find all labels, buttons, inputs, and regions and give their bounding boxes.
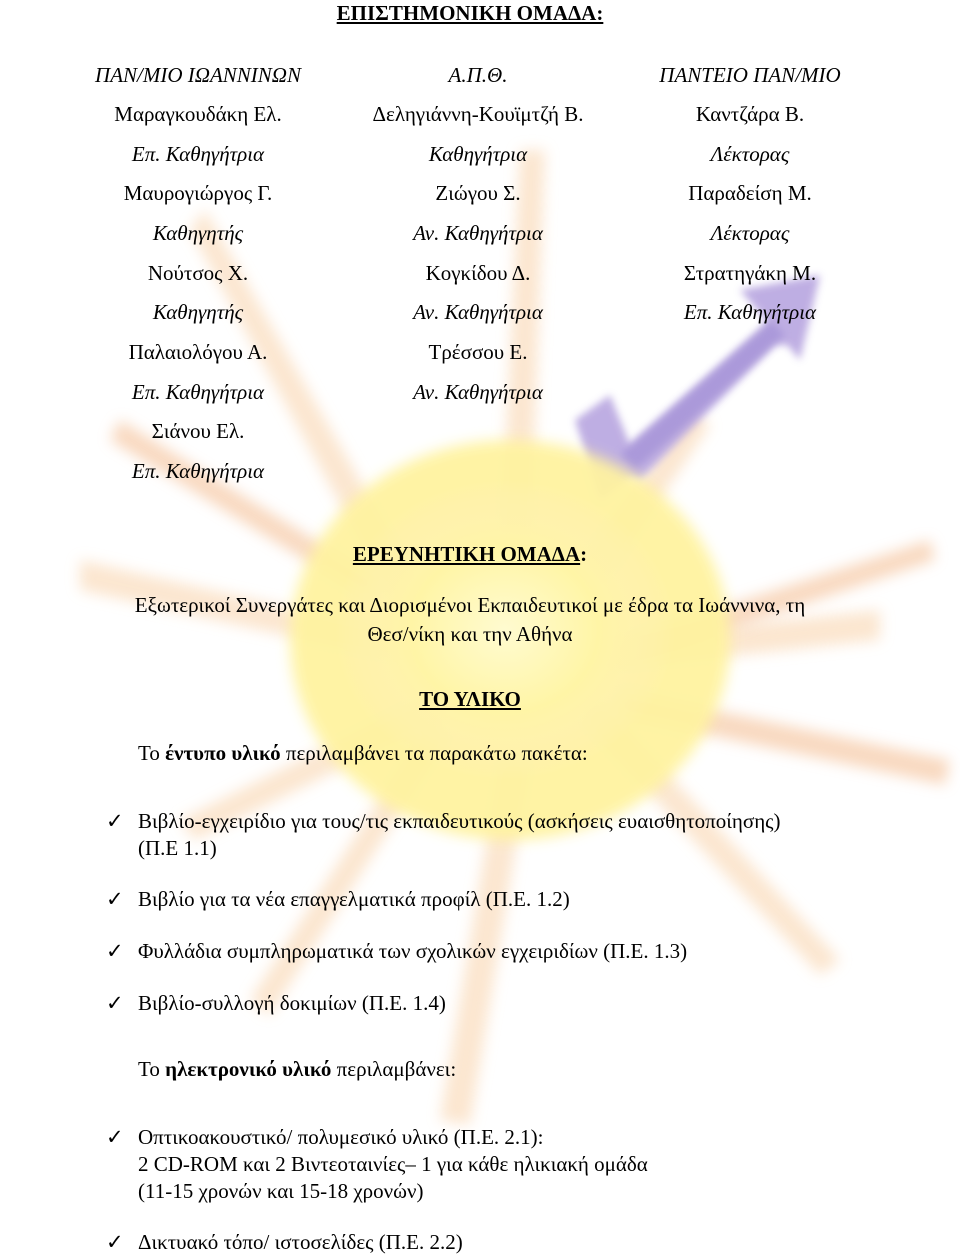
column-header-panteio: ΠΑΝΤΕΙΟ ΠΑΝ/ΜΙΟ <box>659 63 841 87</box>
electronic-item-2: Δικτυακό τόπο/ ιστοσελίδες (Π.Ε. 2.2) <box>138 1230 463 1254</box>
member-name: Μαυρογιώργος Γ. <box>123 181 273 205</box>
printed-item-4: Βιβλίο-συλλογή δοκιμίων (Π.Ε. 1.4) <box>138 991 446 1015</box>
material-heading: ΤΟ ΥΛΙΚΟ <box>419 687 521 711</box>
member-title: Λέκτορας <box>710 221 790 245</box>
member-title: Καθηγητής <box>152 300 244 324</box>
member-title: Καθηγήτρια <box>428 142 528 166</box>
member-title: Αν. Καθηγήτρια <box>413 221 543 245</box>
electronic-item-1-line1: Οπτικοακουστικό/ πολυμεσικό υλικό (Π.Ε. 2.1): <box>138 1125 544 1149</box>
member-name: Μαραγκουδάκη Ελ. <box>114 102 282 126</box>
member-name: Παραδείση Μ. <box>688 181 812 205</box>
member-title: Καθηγητής <box>152 221 244 245</box>
electronic-item-1-line3: (11-15 χρονών και 15-18 χρονών) <box>138 1179 424 1203</box>
member-title: Αν. Καθηγήτρια <box>413 380 543 404</box>
printed-intro-suffix: περιλαμβάνει τα παρακάτω πακέτα: <box>280 741 588 765</box>
member-name: Καντζάρα Β. <box>695 102 805 126</box>
electronic-intro-prefix: Το <box>138 1057 166 1081</box>
check-icon: ✓ <box>106 1125 124 1149</box>
research-team-heading-text: ΕΡΕΥΝΗΤΙΚΗ ΟΜΑΔΑ <box>352 542 581 566</box>
check-icon: ✓ <box>106 939 124 963</box>
printed-item-2: Βιβλίο για τα νέα επαγγελματικά προφίλ (Π.Ε. 1.2) <box>138 887 570 911</box>
check-icon: ✓ <box>106 1230 124 1254</box>
printed-item-1-line2: (Π.Ε 1.1) <box>138 836 217 860</box>
member-title: Λέκτορας <box>710 142 790 166</box>
member-title: Αν. Καθηγήτρια <box>413 300 543 324</box>
printed-item-3: Φυλλάδια συμπληρωματικά των σχολικών εγχειριδίων (Π.Ε. 1.3) <box>138 939 688 963</box>
printed-item-1-line1: Βιβλίο-εγχειρίδιο για τους/τις εκπαιδευτικούς (ασκήσεις ευαισθητοποίησης) <box>138 809 781 833</box>
member-name: Ζιώγου Σ. <box>435 181 521 205</box>
electronic-material-intro <box>138 1056 456 1082</box>
member-name: Νούτσος Χ. <box>147 261 249 285</box>
member-name: Παλαιολόγου Α. <box>128 340 268 364</box>
member-name: Σιάνου Ελ. <box>151 419 245 443</box>
printed-material-intro <box>138 740 588 766</box>
column-header-apth: Α.Π.Θ. <box>448 63 508 87</box>
member-title: Επ. Καθηγήτρια <box>131 459 265 483</box>
member-name: Κογκίδου Δ. <box>425 261 531 285</box>
electronic-intro-suffix: περιλαμβάνει: <box>331 1057 457 1081</box>
research-team-description-line1: Εξωτερικοί Συνεργάτες και Διορισμένοι Εκπαιδευτικοί με έδρα τα Ιωάννινα, τη <box>134 593 806 617</box>
member-title: Επ. Καθηγήτρια <box>683 300 817 324</box>
member-name: Δεληγιάννη-Κουϊμτζή Β. <box>372 102 584 126</box>
research-team-heading-colon: : <box>580 542 588 566</box>
electronic-intro-bold: ηλεκτρονικό υλικό <box>165 1057 332 1081</box>
check-icon: ✓ <box>106 809 124 833</box>
electronic-item-1-line2: 2 CD-ROM και 2 Βιντεοταινίες– 1 για κάθε ηλικιακή ομάδα <box>138 1152 648 1176</box>
scientific-team-heading: ΕΠΙΣΤΗΜΟΝΙΚΗ ΟΜΑΔΑ: <box>336 1 604 25</box>
research-team-description-line2: Θεσ/νίκη και την Αθήνα <box>367 622 573 646</box>
member-name: Τρέσσου Ε. <box>428 340 528 364</box>
research-team-heading <box>353 541 587 567</box>
member-title: Επ. Καθηγήτρια <box>131 380 265 404</box>
printed-intro-prefix: Το <box>138 741 166 765</box>
column-header-ioannina: ΠΑΝ/ΜΙΟ ΙΩΑΝΝΙΝΩΝ <box>95 63 301 87</box>
member-name: Στρατηγάκη Μ. <box>683 261 817 285</box>
check-icon: ✓ <box>106 887 124 911</box>
check-icon: ✓ <box>106 991 124 1015</box>
member-title: Επ. Καθηγήτρια <box>131 142 265 166</box>
printed-intro-bold: έντυπο υλικό <box>165 741 281 765</box>
